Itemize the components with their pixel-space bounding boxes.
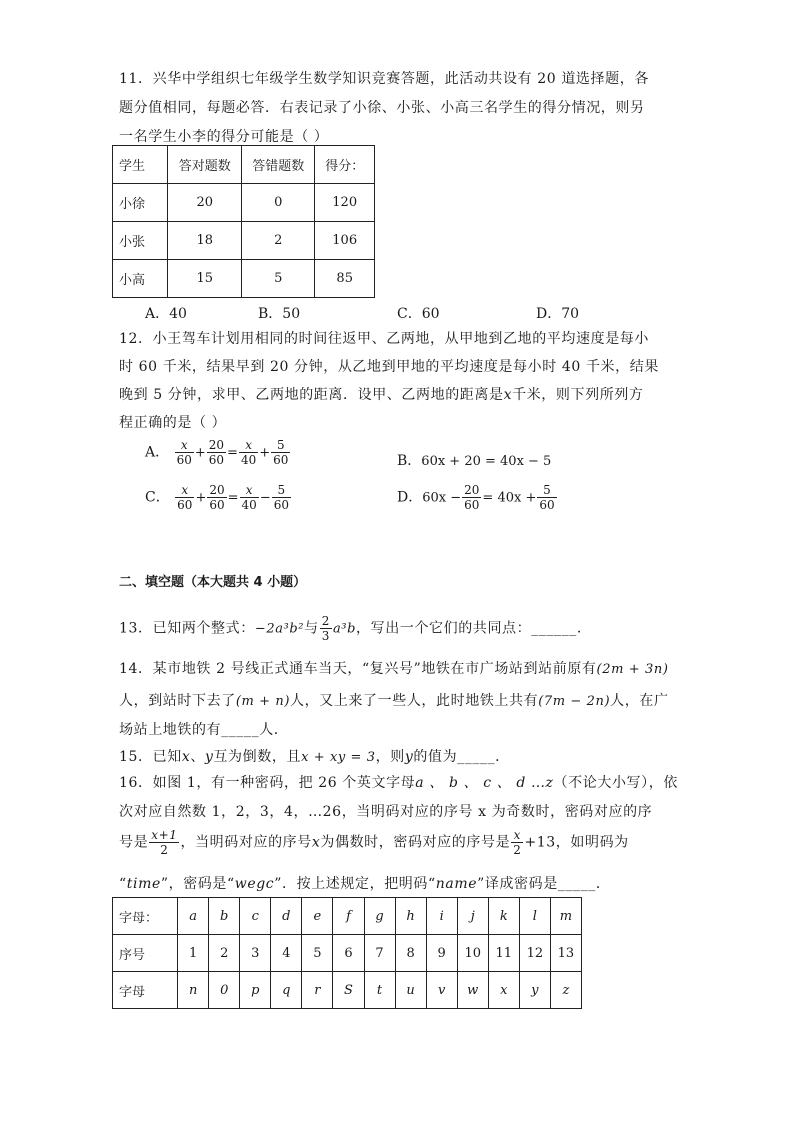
table-row xyxy=(113,260,375,298)
fraction xyxy=(462,483,481,512)
q14-line2 xyxy=(119,690,669,710)
numerator: x+1 xyxy=(151,828,178,842)
numerator: x xyxy=(513,828,521,842)
numerator: 5 xyxy=(543,483,551,497)
q16-text: ”，密码是“ xyxy=(160,876,235,892)
q16-text: ”译成密码是_____． xyxy=(477,876,611,892)
denominator: 60 xyxy=(177,498,193,512)
table-row xyxy=(113,935,582,972)
operator: + xyxy=(259,445,271,461)
numerator: 5 xyxy=(276,438,285,452)
denominator: 40 xyxy=(240,453,257,467)
example-cipher: wegc xyxy=(234,876,275,892)
q14-text: 人，在广 xyxy=(610,693,669,709)
q16-text: 为偶数时，密码对应的序号是 xyxy=(320,834,511,851)
table-cell: i xyxy=(426,898,457,935)
row-label: 字母： xyxy=(113,898,178,935)
table-row xyxy=(113,972,582,1009)
table-cell: 3 xyxy=(240,935,271,972)
q12-option-b[interactable] xyxy=(397,450,551,470)
table-cell: b xyxy=(209,898,240,935)
q12-line1: 12．小王驾车计划用相同的时间往返甲、乙两地，从甲地到乙地的平均速度是每小 xyxy=(119,331,650,347)
q12-line4: 程正确的是（ ） xyxy=(119,415,227,431)
fraction xyxy=(272,483,291,512)
denominator: 3 xyxy=(321,629,330,643)
q12-line3-text: 晚到 5 分钟，求甲、乙两地的距离．设甲、乙两地的距离是 xyxy=(119,387,504,403)
q11-line1: 11．兴华中学组织七年级学生数学知识竞赛答题，此活动共设有 20 道选择题，各 xyxy=(119,71,649,87)
table-cell: 7 xyxy=(364,935,395,972)
q16-text: 号是 xyxy=(119,834,149,851)
denominator: 40 xyxy=(241,498,257,512)
variable-x: x xyxy=(503,387,513,403)
fraction xyxy=(271,438,290,467)
table-cell: 13 xyxy=(550,935,581,972)
table-cell: 小高 xyxy=(113,260,168,298)
q16-text: （不论大小写），依 xyxy=(553,775,678,791)
table-cell: 8 xyxy=(395,935,426,972)
table-cell: j xyxy=(457,898,488,935)
q16-text: 16．如图 1，有一种密码，把 26 个英文字母 xyxy=(119,775,416,791)
table-header-row xyxy=(113,146,375,184)
equation: 60x + 20 = 40x − 5 xyxy=(421,454,552,469)
denominator: 2 xyxy=(149,842,179,857)
fraction xyxy=(175,483,194,512)
row-label: 序号 xyxy=(113,935,178,972)
q16-line1 xyxy=(119,772,678,792)
table-cell: l xyxy=(519,898,550,935)
fraction xyxy=(175,438,194,467)
plain-word: name xyxy=(435,876,478,892)
option-label: B． xyxy=(397,453,422,469)
q14-line1 xyxy=(119,658,669,678)
q16-text: ，当明码对应的序号 xyxy=(180,834,312,851)
table-row xyxy=(113,184,375,222)
table-row xyxy=(113,222,375,260)
table-cell: d xyxy=(271,898,302,935)
q15-text: 互为倒数，且 xyxy=(213,749,302,765)
table-cell: 10 xyxy=(457,935,488,972)
table-cell: 5 xyxy=(302,935,333,972)
q16-text: “ xyxy=(119,876,127,892)
table-row xyxy=(113,898,582,935)
table-cell: 85 xyxy=(315,260,375,298)
row-label: 字母 xyxy=(113,972,178,1009)
numerator: x xyxy=(181,483,189,497)
q13-text: 与 xyxy=(304,620,319,637)
q14-line3: 场站上地铁的有_____人． xyxy=(119,722,289,738)
q11-line3: 一名学生小李的得分可能是（ ） xyxy=(119,129,329,145)
q12-option-a[interactable] xyxy=(145,438,291,467)
fraction xyxy=(511,828,523,857)
table-cell: m xyxy=(550,898,581,935)
table-header: 学生 xyxy=(113,146,168,184)
table-cell: 106 xyxy=(315,222,375,260)
q14-text: 人，又上来了一些人，此时地铁上共有 xyxy=(290,693,539,709)
denominator: 60 xyxy=(273,453,289,467)
table-cell: 0 xyxy=(209,972,240,1009)
table-cell: v xyxy=(426,972,457,1009)
expression: (7m − 2n) xyxy=(538,694,611,709)
fraction xyxy=(207,483,226,512)
table-cell: h xyxy=(395,898,426,935)
table-cell: k xyxy=(488,898,519,935)
denominator: 2 xyxy=(513,843,522,857)
variable-x: x xyxy=(181,749,191,765)
equation: x + xy = 3 xyxy=(301,750,376,765)
table-cell: y xyxy=(519,972,550,1009)
cipher-table xyxy=(112,897,582,1009)
expression: (m + n) xyxy=(235,694,291,709)
table-cell: g xyxy=(364,898,395,935)
q11-line2: 题分值相同，每题必答．右表记录了小徐、小张、小高三名学生的得分情况，则另 xyxy=(119,100,645,116)
q12-line3 xyxy=(119,384,644,404)
denominator: 60 xyxy=(176,453,192,467)
table-cell: t xyxy=(364,972,395,1009)
numerator: 2 xyxy=(321,614,330,628)
q16-text: ”．按上述规定，把明码“ xyxy=(274,876,436,892)
table-header: 得分： xyxy=(315,146,375,184)
fraction xyxy=(207,438,226,467)
table-cell: z xyxy=(550,972,581,1009)
denominator: 60 xyxy=(208,453,225,467)
fraction xyxy=(320,614,332,643)
score-table xyxy=(112,145,375,298)
q11-option-b[interactable]: B．50 xyxy=(258,306,301,322)
table-cell: 20 xyxy=(168,184,242,222)
table-cell: 6 xyxy=(333,935,364,972)
q11-option-a[interactable]: A．40 xyxy=(145,306,187,322)
q16-line3 xyxy=(119,828,629,857)
operator: + xyxy=(195,490,207,506)
option-label: C． xyxy=(145,489,170,506)
table-cell: 11 xyxy=(488,935,519,972)
denominator: 60 xyxy=(209,498,225,512)
expression: (2m + 3n) xyxy=(596,662,669,677)
q12-line3-text: 千米，则下列所列方 xyxy=(512,387,644,403)
denominator: 60 xyxy=(464,498,480,512)
q15-text: 、 xyxy=(190,749,205,765)
expression: 60x − xyxy=(422,490,462,506)
operator: − xyxy=(259,490,271,506)
option-label: D． xyxy=(397,489,423,506)
operator: = xyxy=(227,490,239,506)
table-cell: e xyxy=(302,898,333,935)
table-cell: 4 xyxy=(271,935,302,972)
q16-text: +13，如明码为 xyxy=(524,834,629,851)
table-cell: 2 xyxy=(242,222,315,260)
q14-text: 人，到站时下去了 xyxy=(119,693,236,709)
numerator: 20 xyxy=(208,438,225,452)
numerator: x xyxy=(180,438,188,452)
q11-option-d[interactable]: D．70 xyxy=(536,306,580,322)
q15-line xyxy=(119,746,510,766)
q12-line2: 时 60 千米，结果早到 20 分钟，从乙地到甲地的平均速度是每小时 40 千米，结果 xyxy=(119,359,659,375)
table-cell: r xyxy=(302,972,333,1009)
denominator: 60 xyxy=(539,498,555,512)
q16-line4 xyxy=(119,873,610,893)
table-cell: u xyxy=(395,972,426,1009)
table-header: 答对题数 xyxy=(168,146,242,184)
table-header: 答错题数 xyxy=(242,146,315,184)
q11-option-c[interactable]: C．60 xyxy=(397,306,440,322)
q15-text: ，则 xyxy=(375,749,405,765)
table-cell: n xyxy=(178,972,209,1009)
table-cell: x xyxy=(488,972,519,1009)
expression: = 40x + xyxy=(482,490,537,506)
table-cell: 120 xyxy=(315,184,375,222)
numerator: x xyxy=(245,438,252,452)
table-cell: p xyxy=(240,972,271,1009)
example-plain: time xyxy=(126,876,161,892)
operator: = xyxy=(227,445,238,461)
table-cell: 15 xyxy=(168,260,242,298)
letters: a 、 b 、 c 、 d …z xyxy=(415,775,554,791)
table-cell: 0 xyxy=(242,184,315,222)
table-cell: 2 xyxy=(209,935,240,972)
q13-line xyxy=(119,614,582,643)
table-cell: q xyxy=(271,972,302,1009)
table-cell: 12 xyxy=(519,935,550,972)
table-cell: 小徐 xyxy=(113,184,168,222)
table-cell: 5 xyxy=(242,260,315,298)
table-cell: a xyxy=(178,898,209,935)
numerator: x xyxy=(245,483,253,497)
table-cell: 小张 xyxy=(113,222,168,260)
expression: a³b xyxy=(332,621,357,637)
q12-option-d[interactable] xyxy=(397,483,558,512)
table-cell: S xyxy=(333,972,364,1009)
table-cell: w xyxy=(457,972,488,1009)
denominator: 60 xyxy=(273,498,290,512)
table-cell: 1 xyxy=(178,935,209,972)
q16-line2: 次对应自然数 1，2，3，4，…26，当明码对应的序号 x 为奇数时，密码对应的序 xyxy=(119,804,653,820)
numerator: 20 xyxy=(464,483,480,497)
q13-text: 13．已知两个整式： xyxy=(119,620,255,637)
operator: + xyxy=(194,445,206,461)
fraction xyxy=(537,483,556,512)
q13-text: ，写出一个它们的共同点：______. xyxy=(356,620,582,637)
numerator: 5 xyxy=(277,483,286,497)
variable-x: x xyxy=(311,834,321,851)
table-cell: c xyxy=(240,898,271,935)
q15-text: 15．已知 xyxy=(119,749,182,765)
fraction xyxy=(149,828,179,857)
option-label: A． xyxy=(145,444,170,461)
q14-text: 14．某市地铁 2 号线正式通车当天，“复兴号”地铁在市广场站到站前原有 xyxy=(119,661,597,677)
variable-y: y xyxy=(204,749,214,765)
table-cell: 18 xyxy=(168,222,242,260)
expression: −2a³b² xyxy=(254,621,305,637)
fraction xyxy=(240,483,259,512)
q12-option-c[interactable] xyxy=(145,483,292,512)
q15-text: 的值为_____． xyxy=(413,749,510,765)
variable-y: y xyxy=(404,749,414,765)
table-cell: f xyxy=(333,898,364,935)
section-heading: 二、填空题（本大题共 4 小题） xyxy=(119,575,307,590)
fraction xyxy=(239,438,258,467)
numerator: 20 xyxy=(209,483,225,497)
table-cell: 9 xyxy=(426,935,457,972)
